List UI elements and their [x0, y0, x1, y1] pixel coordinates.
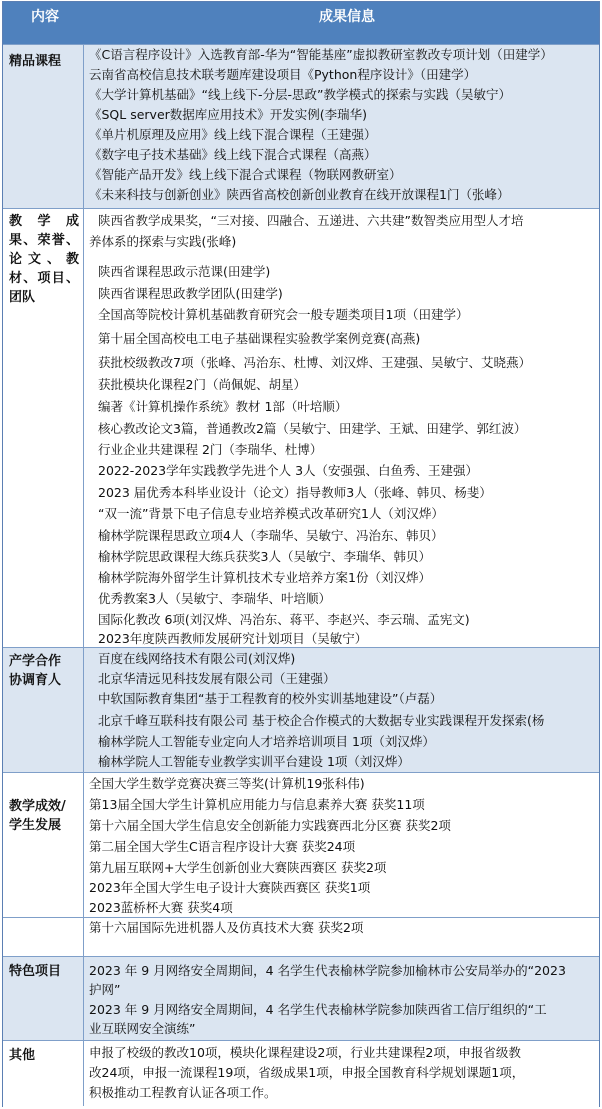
- achievement-line: 获批模块化课程2门（尚佩妮、胡星）: [98, 377, 306, 392]
- student-line: 全国大学生数学竞赛决赛三等奖(计算机19张科伟): [89, 776, 365, 791]
- course-line: 《数字电子技术基础》线上线下混合式课程（高燕）: [89, 147, 377, 162]
- category-achievements: [9, 212, 79, 307]
- header-category: 内容: [31, 9, 59, 25]
- course-line: 《智能产品开发》线上线下混合式课程（物联网教研室）: [89, 167, 402, 182]
- achievement-line: 陕西省课程思政教学团队(田建学): [98, 286, 283, 301]
- row-separator: [3, 917, 599, 918]
- category-line: 教 学 成: [9, 214, 79, 229]
- category-line: 教学成效/: [9, 799, 66, 814]
- achievement-line: 榆林学院课程思政立项4人（李瑞华、吴敏宁、冯治东、韩贝）: [98, 528, 444, 543]
- achievement-line: “双一流”背景下电子信息专业培养模式改革研究1人（刘汉烨）: [98, 506, 444, 521]
- student-line: 2023年全国大学生电子设计大赛陕西赛区 获奖1项: [89, 880, 371, 895]
- category-courses: 精品课程: [9, 54, 62, 69]
- category-line: 学生发展: [9, 818, 62, 833]
- category-line: 协调育人: [9, 673, 62, 688]
- achievement-line: 第十届全国高校电工电子基础课程实验教学案例竞赛(高燕): [98, 331, 421, 346]
- course-line: 《SQL server数据库应用技术》开发实例(李瑞华): [89, 107, 368, 122]
- table-header: [3, 2, 599, 44]
- achievement-line: 编著《计算机操作系统》教材 1部（叶培顺）: [98, 399, 348, 414]
- achievement-line: 榆林学院海外留学生计算机技术专业培养方案1份（刘汉烨）: [98, 570, 431, 585]
- course-line: 《大学计算机基础》“线上线下-分层-思政”教学模式的探索与实践（吴敏宁）: [89, 87, 511, 102]
- category-other: 其他: [9, 1048, 36, 1063]
- achievement-line: 全国高等院校计算机基础教育研究会一般专题类项目1项（田建学）: [98, 307, 469, 322]
- featured-line: 2023 年 9 月网络安全周期间，4 名学生代表榆林学院参加榆林市公安局举办的“2023: [89, 963, 566, 978]
- student-line: 第十六届国际先进机器人及仿真技术大赛 获奖2项: [89, 920, 364, 935]
- achievement-line: 榆林学院思政课程大练兵获奖3人（吴敏宁、李瑞华、韩贝）: [98, 549, 431, 564]
- cooperation-line: 北京千峰互联科技有限公司 基于校企合作模式的大数据专业实践课程开发探索(杨: [98, 713, 545, 728]
- course-line: 《单片机原理及应用》线上线下混合课程（王建强）: [89, 127, 377, 142]
- row-separator: [3, 772, 599, 773]
- featured-line: 2023 年 9 月网络安全周期间，4 名学生代表榆林学院参加陕西省工信厅组织的“工: [89, 1002, 547, 1017]
- column-divider: [83, 44, 84, 1106]
- featured-line: 护网”: [89, 982, 121, 997]
- cooperation-line: 百度在线网络技术有限公司(刘汉烨): [98, 651, 296, 666]
- achievement-line: 获批校级教改7项（张峰、冯治东、杜博、刘汉烨、王建强、吴敏宁、艾晓燕）: [98, 355, 531, 370]
- achievement-line: 陕西省教学成果奖，“三对接、四融合、五递进、六共建”数智类应用型人才培: [98, 213, 524, 228]
- achievement-line: 核心教改论文3篇，普通教改2篇（吴敏宁、田建学、王斌、田建学、郭红波）: [98, 421, 527, 436]
- category-line: 团队: [9, 290, 36, 305]
- cooperation-line: 榆林学院人工智能专业定向人才培养培训项目 1项（刘汉烨）: [98, 734, 435, 749]
- category-cooperation: [9, 652, 79, 690]
- course-line: 云南省高校信息技术联考题库建设项目《Python程序设计》（田建学）: [89, 67, 477, 82]
- achievement-table: [2, 1, 600, 1107]
- student-line: 第九届互联网+大学生创新创业大赛陕西赛区 获奖2项: [89, 860, 387, 875]
- category-line: 果、荣誉、: [9, 233, 79, 248]
- row-separator: [3, 208, 599, 209]
- course-line: 《C语言程序设计》入选教育部-华为“智能基座”虚拟教研室教改专项计划（田建学）: [89, 47, 553, 62]
- row-separator: [3, 1040, 599, 1041]
- student-line: 2023蓝桥杯大赛 获奖4项: [89, 900, 233, 915]
- achievement-line: 2022-2023学年实践教学先进个人 3人（安强强、白鱼秀、王建强）: [98, 463, 479, 478]
- category-featured: 特色项目: [9, 964, 62, 979]
- category-line: 论文、教: [9, 252, 79, 267]
- other-line: 改24项，申报一流课程19项，省级成果1项，申报全国教育科学规划课题1项，: [89, 1065, 525, 1080]
- student-line: 第二届全国大学生C语言程序设计大赛 获奖24项: [89, 839, 356, 854]
- cooperation-line: 中软国际教育集团“基于工程教育的校外实训基地建设”（卢磊）: [98, 691, 443, 706]
- student-line: 第13届全国大学生计算机应用能力与信息素养大赛 获奖11项: [89, 797, 425, 812]
- achievement-line: 行业企业共建课程 2门（李瑞华、杜博）: [98, 442, 323, 457]
- featured-line: 业互联网安全演练”: [89, 1021, 196, 1036]
- cooperation-line: 榆林学院人工智能专业教学实训平台建设 1项（刘汉烨）: [98, 754, 410, 769]
- other-line: 申报了校级的教改10项，模块化课程建设2项，行业共建课程2项，申报省级教: [89, 1045, 521, 1060]
- category-students: [9, 797, 79, 835]
- achievement-line: 养体系的探索与实践(张峰): [89, 234, 237, 249]
- category-line: 产学合作: [9, 654, 62, 669]
- achievement-line: 国际化教改 6项(刘汉烨、冯治东、蒋平、李赵兴、李云瑞、孟宪文): [98, 612, 470, 627]
- other-line: 积极推动工程教育认证各项工作。: [89, 1085, 277, 1100]
- row-separator: [3, 647, 599, 648]
- achievement-line: 优秀教案3人（吴敏宁、李瑞华、叶培顺）: [98, 591, 331, 606]
- achievement-line: 陕西省课程思政示范课(田建学): [98, 264, 271, 279]
- achievement-line: 2023年度陕西教师发展研究计划项目（吴敏宁）: [98, 631, 368, 646]
- row-separator: [3, 956, 599, 957]
- cooperation-line: 北京华清远见科技发展有限公司（王建强）: [98, 671, 336, 686]
- category-line: 材、项目、: [9, 271, 79, 286]
- achievement-line: 2023 届优秀本科毕业设计（论文）指导教师3人（张峰、韩贝、杨斐）: [98, 485, 492, 500]
- header-info: 成果信息: [319, 9, 375, 25]
- row-separator: [3, 44, 599, 45]
- course-line: 《未来科技与创新创业》陕西省高校创新创业教育在线开放课程1门（张峰）: [89, 187, 510, 202]
- student-line: 第十六届全国大学生信息安全创新能力实践赛西北分区赛 获奖2项: [89, 818, 451, 833]
